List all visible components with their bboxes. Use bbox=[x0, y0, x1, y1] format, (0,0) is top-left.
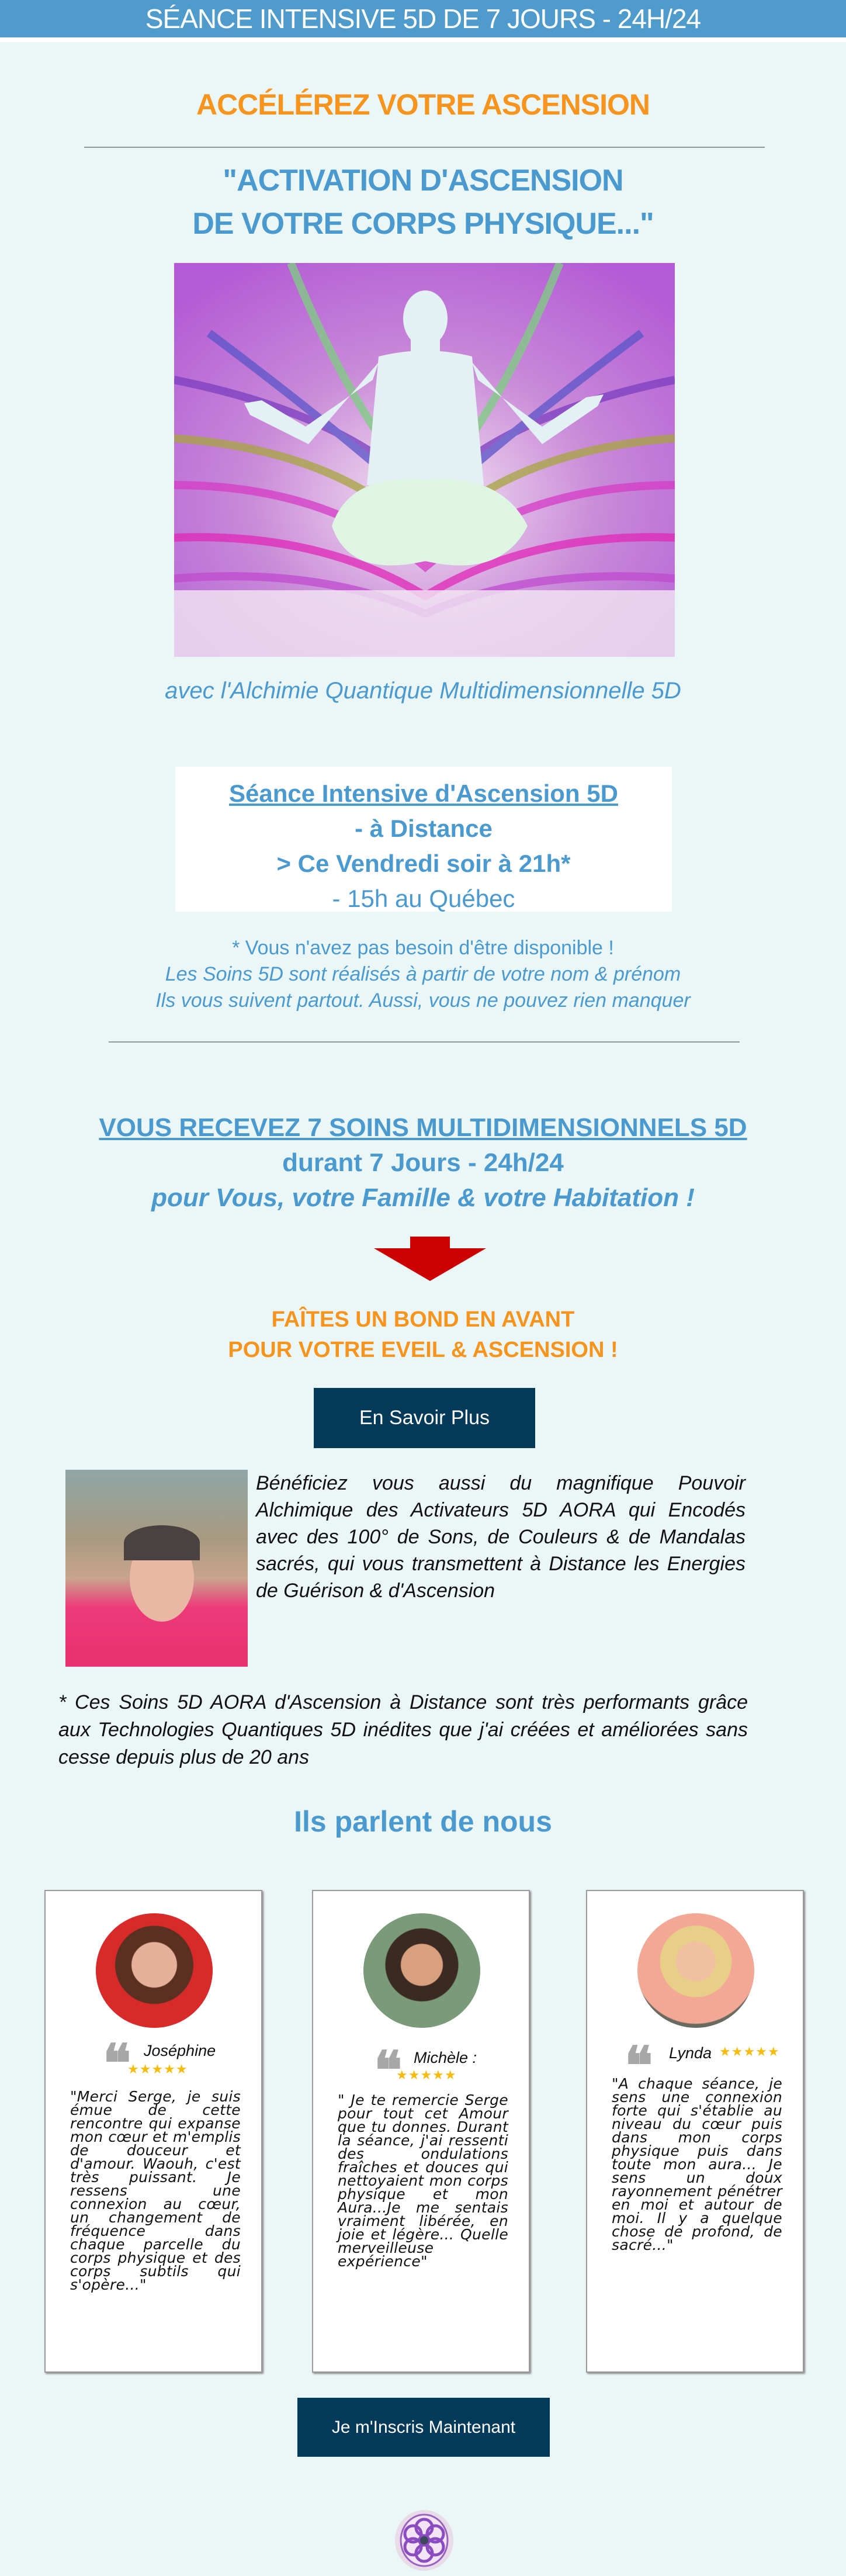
quote-icon: ❝ bbox=[625, 2035, 653, 2097]
avatar bbox=[363, 1913, 480, 2028]
rating-stars: ★★★★★ bbox=[127, 2062, 188, 2076]
page-title bbox=[0, 159, 846, 245]
headline: ACCÉLÉREZ VOTRE ASCENSION bbox=[196, 88, 650, 121]
divider bbox=[84, 147, 765, 148]
banner-divider bbox=[0, 37, 846, 42]
reviewer-name: Lynda bbox=[669, 2044, 712, 2062]
down-arrow-icon bbox=[374, 1237, 486, 1281]
author-description: Bénéficiez vous aussi du magnifique Pouvoir Alchimique des Activateurs 5D AORA qui Encodés avec des 100° de Sons, de Couleurs & de Mandalas sacrés, qui vous transmettent à Distance les Energies de Guérison & d'Ascension bbox=[256, 1472, 746, 1602]
testimonial-card bbox=[312, 1890, 530, 2373]
reviewer-name: Joséphine bbox=[144, 2042, 216, 2059]
session-box bbox=[175, 767, 672, 912]
rating-stars: ★★★★★ bbox=[396, 2068, 457, 2082]
testimonial-text: "A chaque séance, je sens une connexion forte qui s'établie au niveau du cœur puis dans mon corps physique puis dans toute mon aura... Je sens un doux rayonnement pénétrer en moi et autour de moi. Il y a quelque chose de profond, de sacré..." bbox=[612, 2075, 782, 2253]
title-line-2: DE VOTRE CORPS PHYSIQUE..." bbox=[192, 207, 654, 241]
avatar bbox=[96, 1913, 213, 2028]
top-banner bbox=[0, 0, 846, 37]
reviewer-name: Michèle : bbox=[414, 2049, 477, 2066]
divider bbox=[109, 1041, 740, 1043]
author-photo bbox=[65, 1470, 248, 1667]
cta-line-2: POUR VOTRE EVEIL & ASCENSION ! bbox=[228, 1338, 618, 1362]
offer-audience: pour Vous, votre Famille & votre Habitation ! bbox=[151, 1183, 695, 1212]
mandala-logo-icon bbox=[394, 2509, 455, 2572]
cta-line-1: FAÎTES UN BOND EN AVANT bbox=[271, 1307, 575, 1332]
rating-stars: ★★★★★ bbox=[719, 2044, 780, 2059]
meditation-image bbox=[174, 263, 675, 657]
technology-footnote: * Ces Soins 5D AORA d'Ascension à Distance sont très performants grâce aux Technologies Quantiques 5D inédites que j'ai créées et améliorées sans cesse depuis plus de 20 ans bbox=[58, 1691, 748, 1768]
avatar bbox=[637, 1913, 754, 2028]
note-line-3: Ils vous suivent partout. Aussi, vous ne pouvez rien manquer bbox=[155, 989, 691, 1012]
banner-title: SÉANCE INTENSIVE 5D DE 7 JOURS - 24H/24 bbox=[145, 4, 701, 34]
cta-heading bbox=[0, 1304, 846, 1365]
quote-icon: ❝ bbox=[103, 2033, 131, 2094]
testimonials-heading: Ils parlent de nous bbox=[294, 1805, 552, 1838]
hero-caption: avec l'Alchimie Quantique Multidimensionnelle 5D bbox=[165, 678, 681, 704]
testimonial-card bbox=[44, 1890, 262, 2373]
offer-block bbox=[0, 1110, 846, 1216]
quote-icon: ❝ bbox=[374, 2040, 403, 2101]
note-line-1: * Vous n'avez pas besoin d'être disponible ! bbox=[232, 937, 614, 959]
session-time-quebec: - 15h au Québec bbox=[332, 885, 515, 912]
title-line-1: "ACTIVATION D'ASCENSION bbox=[223, 164, 623, 198]
testimonial-text: " Je te remercie Serge pour tout cet Amour que tu donnes. Durant la séance, j'ai ressenti des ondulations fraîches et douces qui nettoyaient mon corps physique et mon Aura...Je me sentais vraiment libérée, en joie et légère... Quelle merveilleuse expérience" bbox=[338, 2092, 508, 2270]
testimonial-card bbox=[586, 1890, 804, 2373]
session-title-link[interactable]: Séance Intensive d'Ascension 5D bbox=[229, 780, 618, 807]
testimonial-text: "Merci Serge, je suis émue de cette rencontre qui expanse mon cœur et m'emplis de douceur et d'amour. Waouh, c'est très puissant. Je ressens une connexion au cœur, un changement de fréquence dans chaque parcelle du corps physique et des corps subtils qui s'opère..." bbox=[70, 2088, 241, 2293]
session-time: > Ce Vendredi soir à 21h* bbox=[276, 850, 571, 877]
offer-duration: durant 7 Jours - 24h/24 bbox=[282, 1148, 564, 1177]
signup-button[interactable]: Je m'Inscris Maintenant bbox=[297, 2398, 550, 2457]
note-line-2: Les Soins 5D sont réalisés à partir de votre nom & prénom bbox=[165, 963, 681, 985]
offer-title-link[interactable]: VOUS RECEVEZ 7 SOINS MULTIDIMENSIONNELS 5D bbox=[99, 1113, 747, 1142]
availability-note bbox=[0, 935, 846, 1014]
session-mode: - à Distance bbox=[355, 815, 493, 842]
learn-more-button[interactable]: En Savoir Plus bbox=[314, 1388, 535, 1448]
